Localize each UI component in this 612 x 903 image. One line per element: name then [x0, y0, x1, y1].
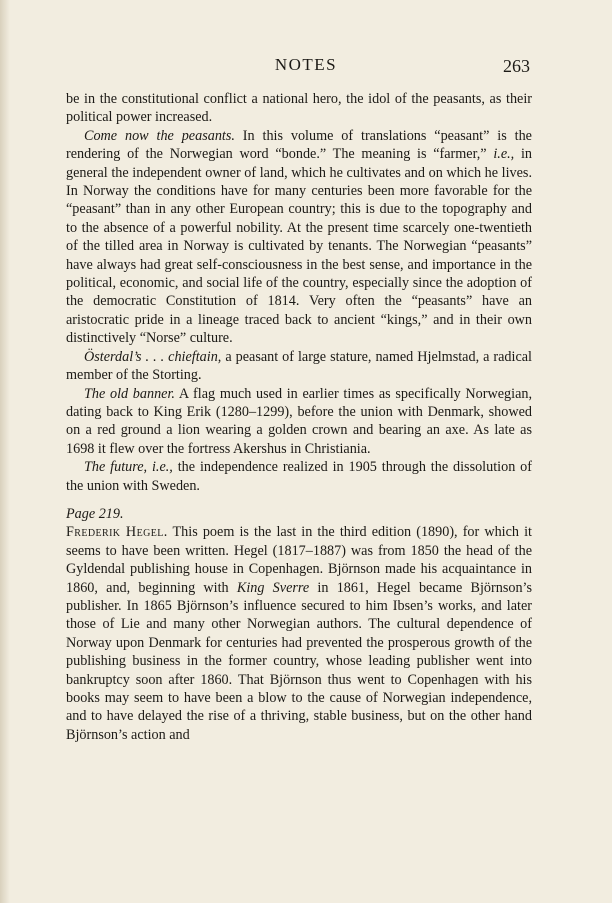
note-osterdal-chieftain — [66, 348, 532, 385]
section-gap — [66, 495, 532, 505]
page-number: 263 — [503, 56, 530, 76]
paragraph-peasants-continued — [66, 90, 532, 127]
page-edge-shadow — [0, 0, 10, 903]
note-text: in 1861, Hegel became Björnson’s publisher. In 1865 Björnson’s influence secured to him Ibsen’s works, and later those of Lie and many other Norwegian authors. The cultural dependence of Norway upon Denmark for centuries had prevented the prosperous growth of the publishing business in the former country, whose leading publisher went into bankruptcy soon after 1860. That Björnson thus went to Copenhagen with his books may seem to have been a blow to the cause of Norwegian independence, and to have delayed the rise of a thriving, stable business, but on the other hand Björnson’s action and — [66, 579, 532, 743]
running-head — [0, 55, 612, 79]
note-frederik-hegel — [66, 523, 532, 744]
page-reference — [66, 505, 532, 523]
paragraph-text: be in the constitutional conflict a national hero, the idol of the peasants, as their political power increased. — [66, 91, 532, 126]
note-text: the independence realized in 1905 through the dissolution of the union with Sweden. — [66, 459, 532, 494]
note-the-future — [66, 458, 532, 495]
note-text: In this volume of translations “peasant” is the rendering of the Norwegian word “bonde.” The meaning is “farmer,” — [66, 127, 532, 163]
note-old-banner — [66, 385, 532, 459]
note-text: This poem is the last in the third edition (1890), for which it seems to have been written. Hegel (1817–1887) was from 1850 the head of the Gyldendal publishing house in Copenhagen. Björnson made his acquaintance in 1860, and, beginning with — [66, 524, 532, 596]
note-text: a peasant of large stature, named Hjelmstad, a radical member of the Storting. — [66, 348, 532, 384]
note-text: in general the independent owner of land, which he cultivates and on which he lives. In Norway the conditions have for many centuries been more favorable for the “peasant” than in any other European country; this is due to the topography and to the absence of a powerful nobility. At the present time scarcely one-twentieth of the tilled area in Norway is cultivated by tenants. The Norwegian “peasants” have always had great self-consciousness in the best sense, and importance in the political, economic, and social life of the country, especially since the adoption of the democratic Constitution of 1814. Very often the “peasants” have an aristocratic pride in a lineage traced back to ancient “kings,” and in their own distinctively “Norse” culture. — [66, 146, 532, 347]
notes-body — [66, 90, 532, 744]
note-lemma: Come now the peasants. — [84, 127, 235, 144]
note-text: A flag much used in earlier times as specifically Norwegian, dating back to King Erik (1280–1299), before the union with Denmark, showed on a red ground a lion wearing a golden crown and bearing an axe. As late as 1698 it flew over the fortress Akershus in Christiania. — [66, 385, 533, 457]
note-lemma: The future, i.e., — [84, 459, 173, 476]
note-lemma: Österdal’s . . . chieftain, — [84, 348, 222, 365]
page-title: NOTES — [274, 55, 338, 74]
page-reference-label: Page 219. — [66, 505, 124, 522]
note-lemma: The old banner. — [84, 385, 175, 402]
abbreviation-ie: i.e., — [486, 146, 515, 163]
work-title: King Sverre — [236, 579, 310, 596]
note-heading: Frederik Hegel. — [66, 524, 168, 541]
note-come-now-the-peasants — [66, 127, 532, 348]
